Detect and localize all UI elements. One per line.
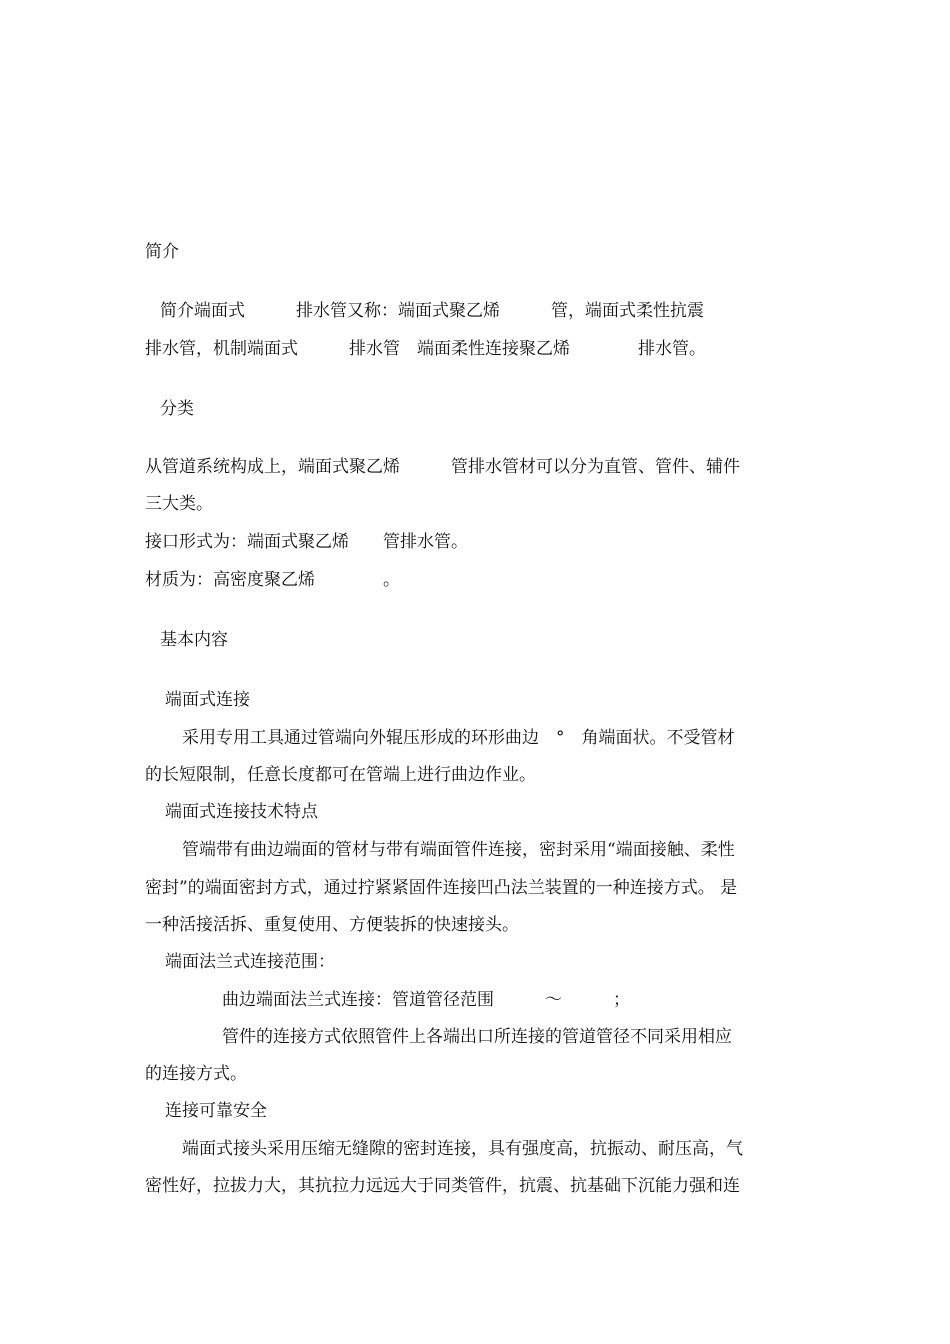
section-heading-basic-content: 基本内容 bbox=[160, 630, 228, 650]
paragraph-line: 材质为：高密度聚乙烯 。 bbox=[145, 570, 400, 590]
paragraph-line: 密封”的端面密封方式，通过拧紧紧固件连接凹凸法兰装置的一种连接方式。 是 bbox=[145, 878, 738, 898]
paragraph-line: 端面式接头采用压缩无缝隙的密封连接，具有强度高，抗振动、耐压高，气 bbox=[182, 1139, 743, 1159]
paragraph-line: 排水管，机制端面式 排水管 端面柔性连接聚乙烯 排水管。 bbox=[145, 339, 706, 359]
subheading-reliable-connection: 连接可靠安全 bbox=[165, 1101, 267, 1121]
paragraph-line: 管件的连接方式依照管件上各端出口所连接的管道管径不同采用相应 bbox=[222, 1027, 732, 1047]
paragraph-line: 简介端面式 排水管又称：端面式聚乙烯 管，端面式柔性抗震 bbox=[160, 301, 704, 321]
subheading-connection-range: 端面法兰式连接范围： bbox=[165, 952, 335, 972]
paragraph-line: 采用专用工具通过管端向外辊压形成的环形曲边 ° 角端面状。不受管材 bbox=[182, 728, 735, 748]
section-heading-classification: 分类 bbox=[160, 399, 194, 419]
paragraph-line: 接口形式为：端面式聚乙烯 管排水管。 bbox=[145, 532, 468, 552]
paragraph-line: 三大类。 bbox=[145, 494, 213, 514]
paragraph-line: 一种活接活拆、重复使用、方便装拆的快速接头。 bbox=[145, 915, 519, 935]
paragraph-line: 密性好，拉拔力大，其抗拉力远远大于同类管件，抗震、抗基础下沉能力强和连 bbox=[145, 1176, 740, 1196]
paragraph-line: 管端带有曲边端面的管材与带有端面管件连接，密封采用“端面接触、柔性 bbox=[182, 840, 735, 860]
subheading-end-face-connection: 端面式连接 bbox=[165, 690, 250, 710]
section-heading-intro: 简介 bbox=[145, 242, 179, 262]
paragraph-line: 的连接方式。 bbox=[145, 1064, 247, 1084]
paragraph-line: 的长短限制，任意长度都可在管端上进行曲边作业。 bbox=[145, 765, 536, 785]
subheading-technical-features: 端面式连接技术特点 bbox=[165, 802, 318, 822]
paragraph-line: 从管道系统构成上，端面式聚乙烯 管排水管材可以分为直管、管件、辅件 bbox=[145, 457, 740, 477]
paragraph-line: 曲边端面法兰式连接：管道管径范围 ～ ； bbox=[222, 990, 630, 1010]
